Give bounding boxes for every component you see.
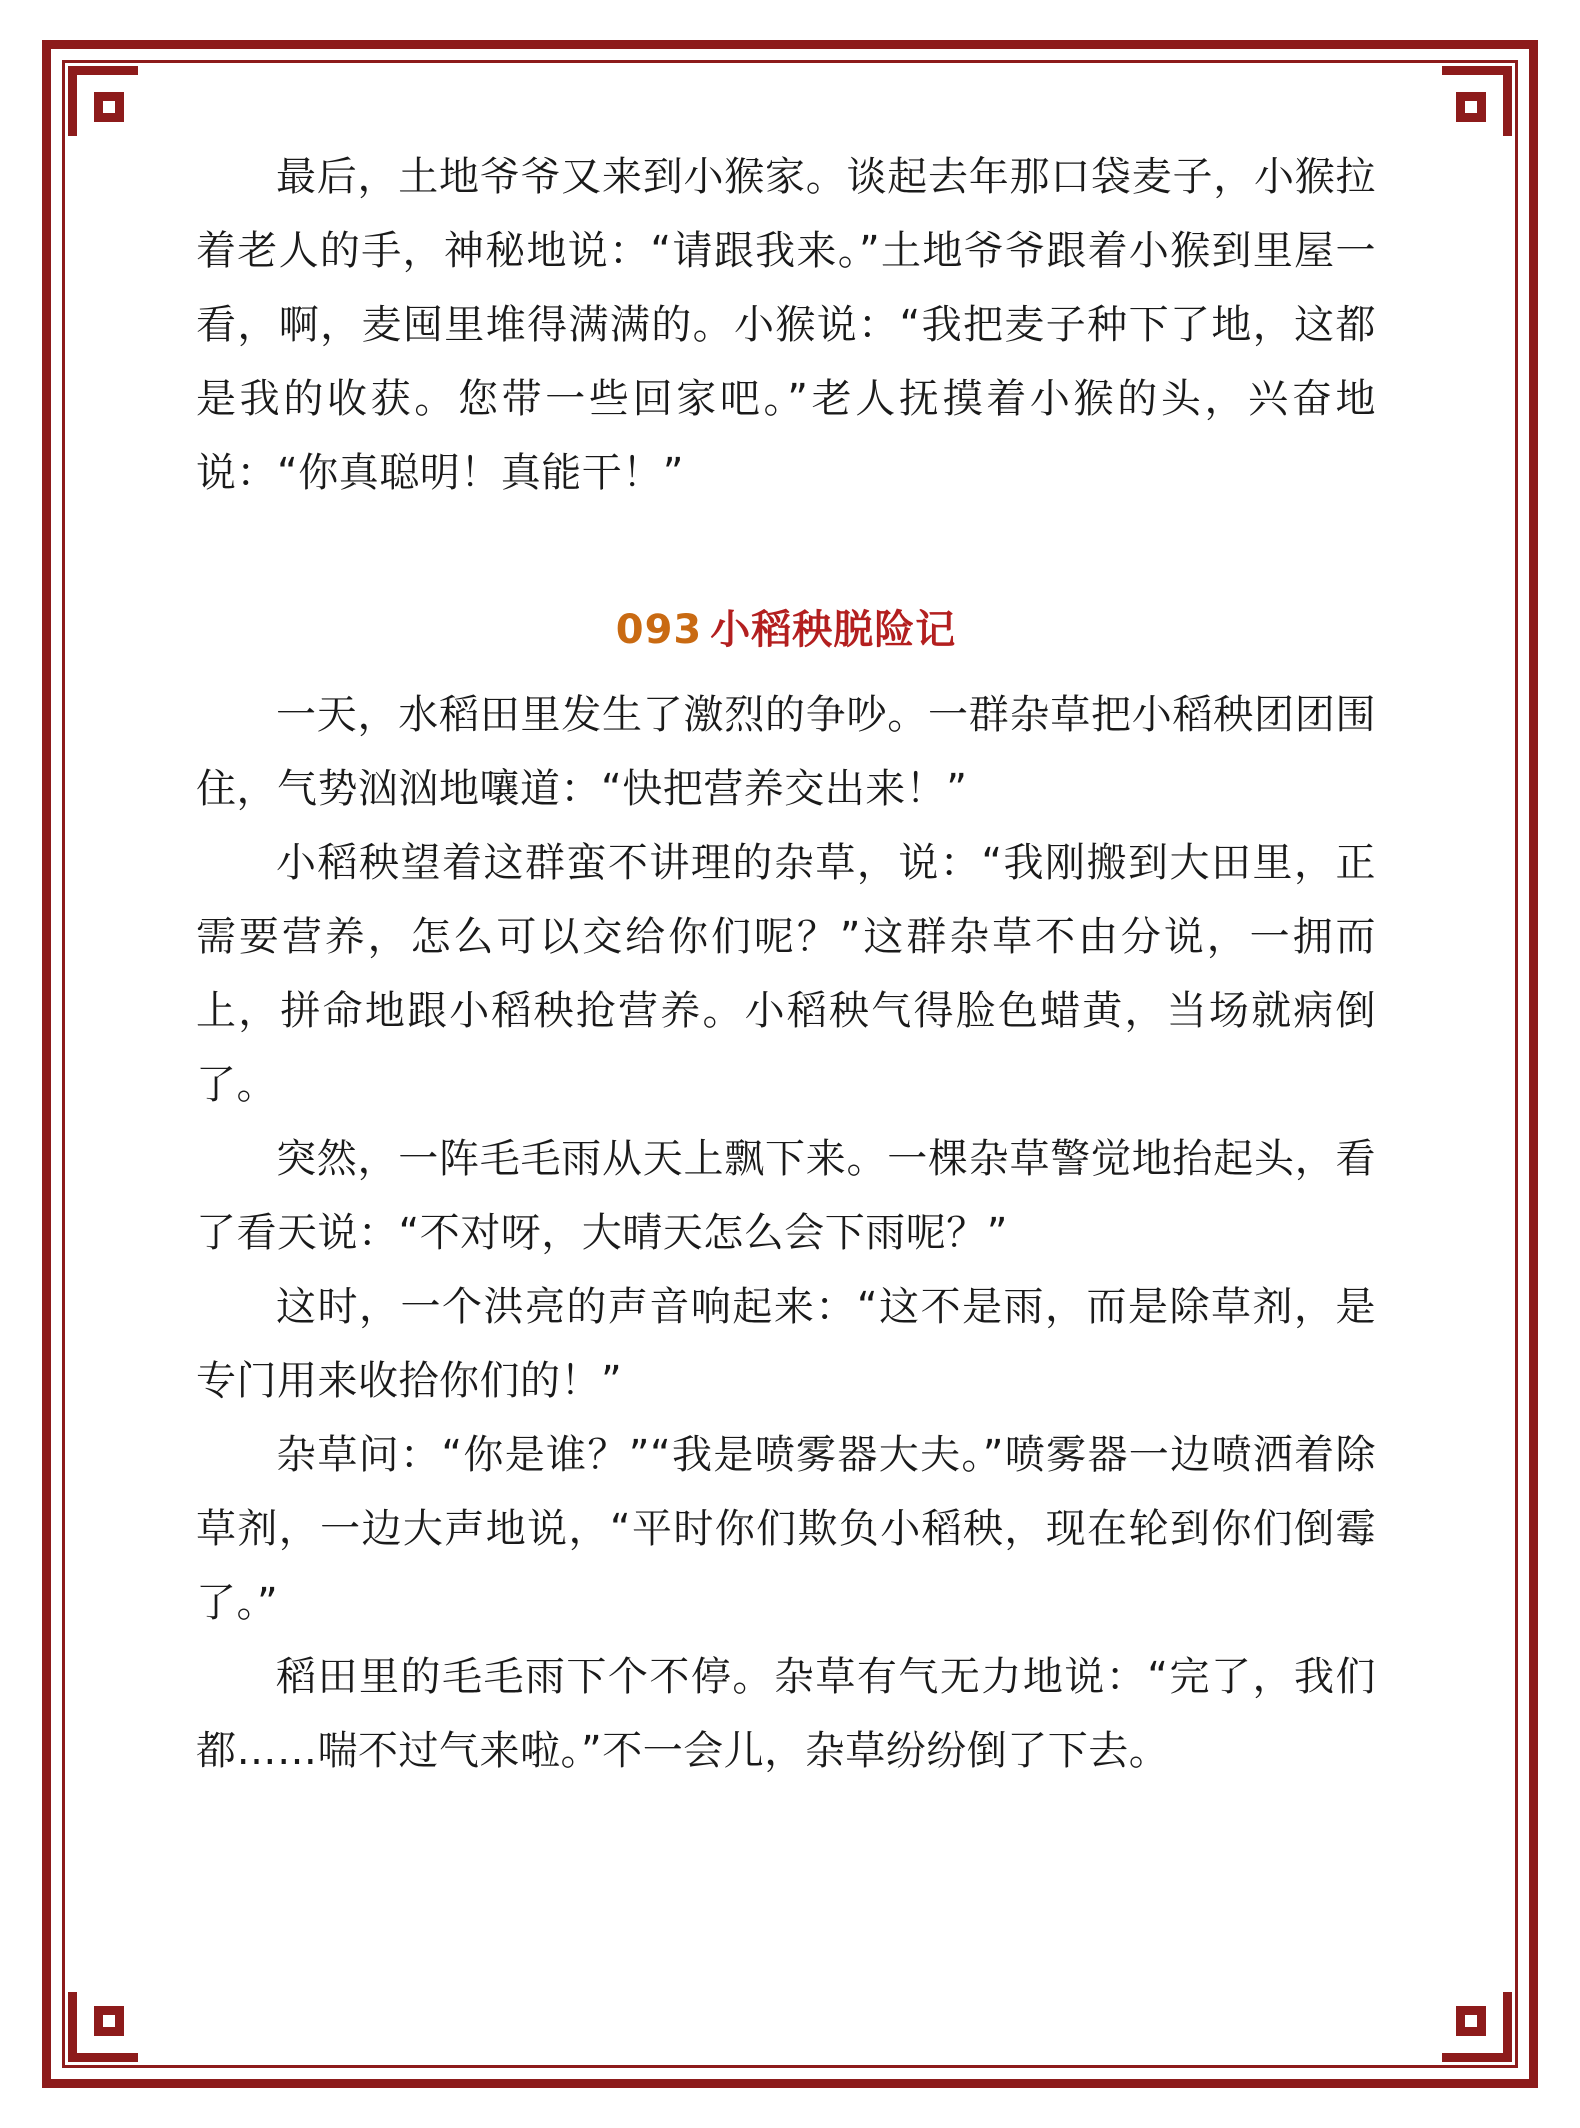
corner-ornament-top-left bbox=[42, 40, 138, 136]
section-title-text: 小稻秧脱险记 bbox=[710, 607, 957, 653]
paragraph-6: 稻田里的毛毛雨下个不停。杂草有气无力地说：“完了，我们都……喘不过气来啦。”不一会儿，杂草纷纷倒了下去。 bbox=[196, 1654, 1376, 1774]
section-heading bbox=[196, 600, 1376, 660]
section-spacer bbox=[196, 510, 1376, 570]
section-number: 093 bbox=[615, 607, 703, 653]
corner-ornament-bottom-left bbox=[42, 1992, 138, 2088]
document-content bbox=[196, 140, 1376, 2000]
paragraph-5: 杂草问：“你是谁？”“我是喷雾器大夫。”喷雾器一边喷洒着除草剂，一边大声地说，“平时你们欺负小稻秧，现在轮到你们倒霉了。” bbox=[196, 1432, 1376, 1626]
corner-ornament-top-right bbox=[1442, 40, 1538, 136]
paragraph-1: 一天，水稻田里发生了激烈的争吵。一群杂草把小稻秧团团围住，气势汹汹地嚷道：“快把营养交出来！” bbox=[196, 692, 1376, 812]
paragraph-4: 这时，一个洪亮的声音响起来：“这不是雨，而是除草剂，是专门用来收拾你们的！” bbox=[196, 1284, 1376, 1404]
corner-ornament-bottom-right bbox=[1442, 1992, 1538, 2088]
paragraph-3: 突然，一阵毛毛雨从天上飘下来。一棵杂草警觉地抬起头，看了看天说：“不对呀，大晴天怎么会下雨呢？” bbox=[196, 1136, 1376, 1256]
paragraph-previous-story: 最后，土地爷爷又来到小猴家。谈起去年那口袋麦子，小猴拉着老人的手，神秘地说：“请跟我来。”土地爷爷跟着小猴到里屋一看，啊，麦囤里堆得满满的。小猴说：“我把麦子种下了地，这都是我的收获。您带一些回家吧。”老人抚摸着小猴的头，兴奋地说：“你真聪明！真能干！” bbox=[196, 154, 1376, 496]
section-title-line bbox=[196, 600, 1376, 660]
paragraph-2: 小稻秧望着这群蛮不讲理的杂草，说：“我刚搬到大田里，正需要营养，怎么可以交给你们呢？”这群杂草不由分说，一拥而上，拼命地跟小稻秧抢营养。小稻秧气得脸色蜡黄，当场就病倒了。 bbox=[196, 840, 1376, 1108]
